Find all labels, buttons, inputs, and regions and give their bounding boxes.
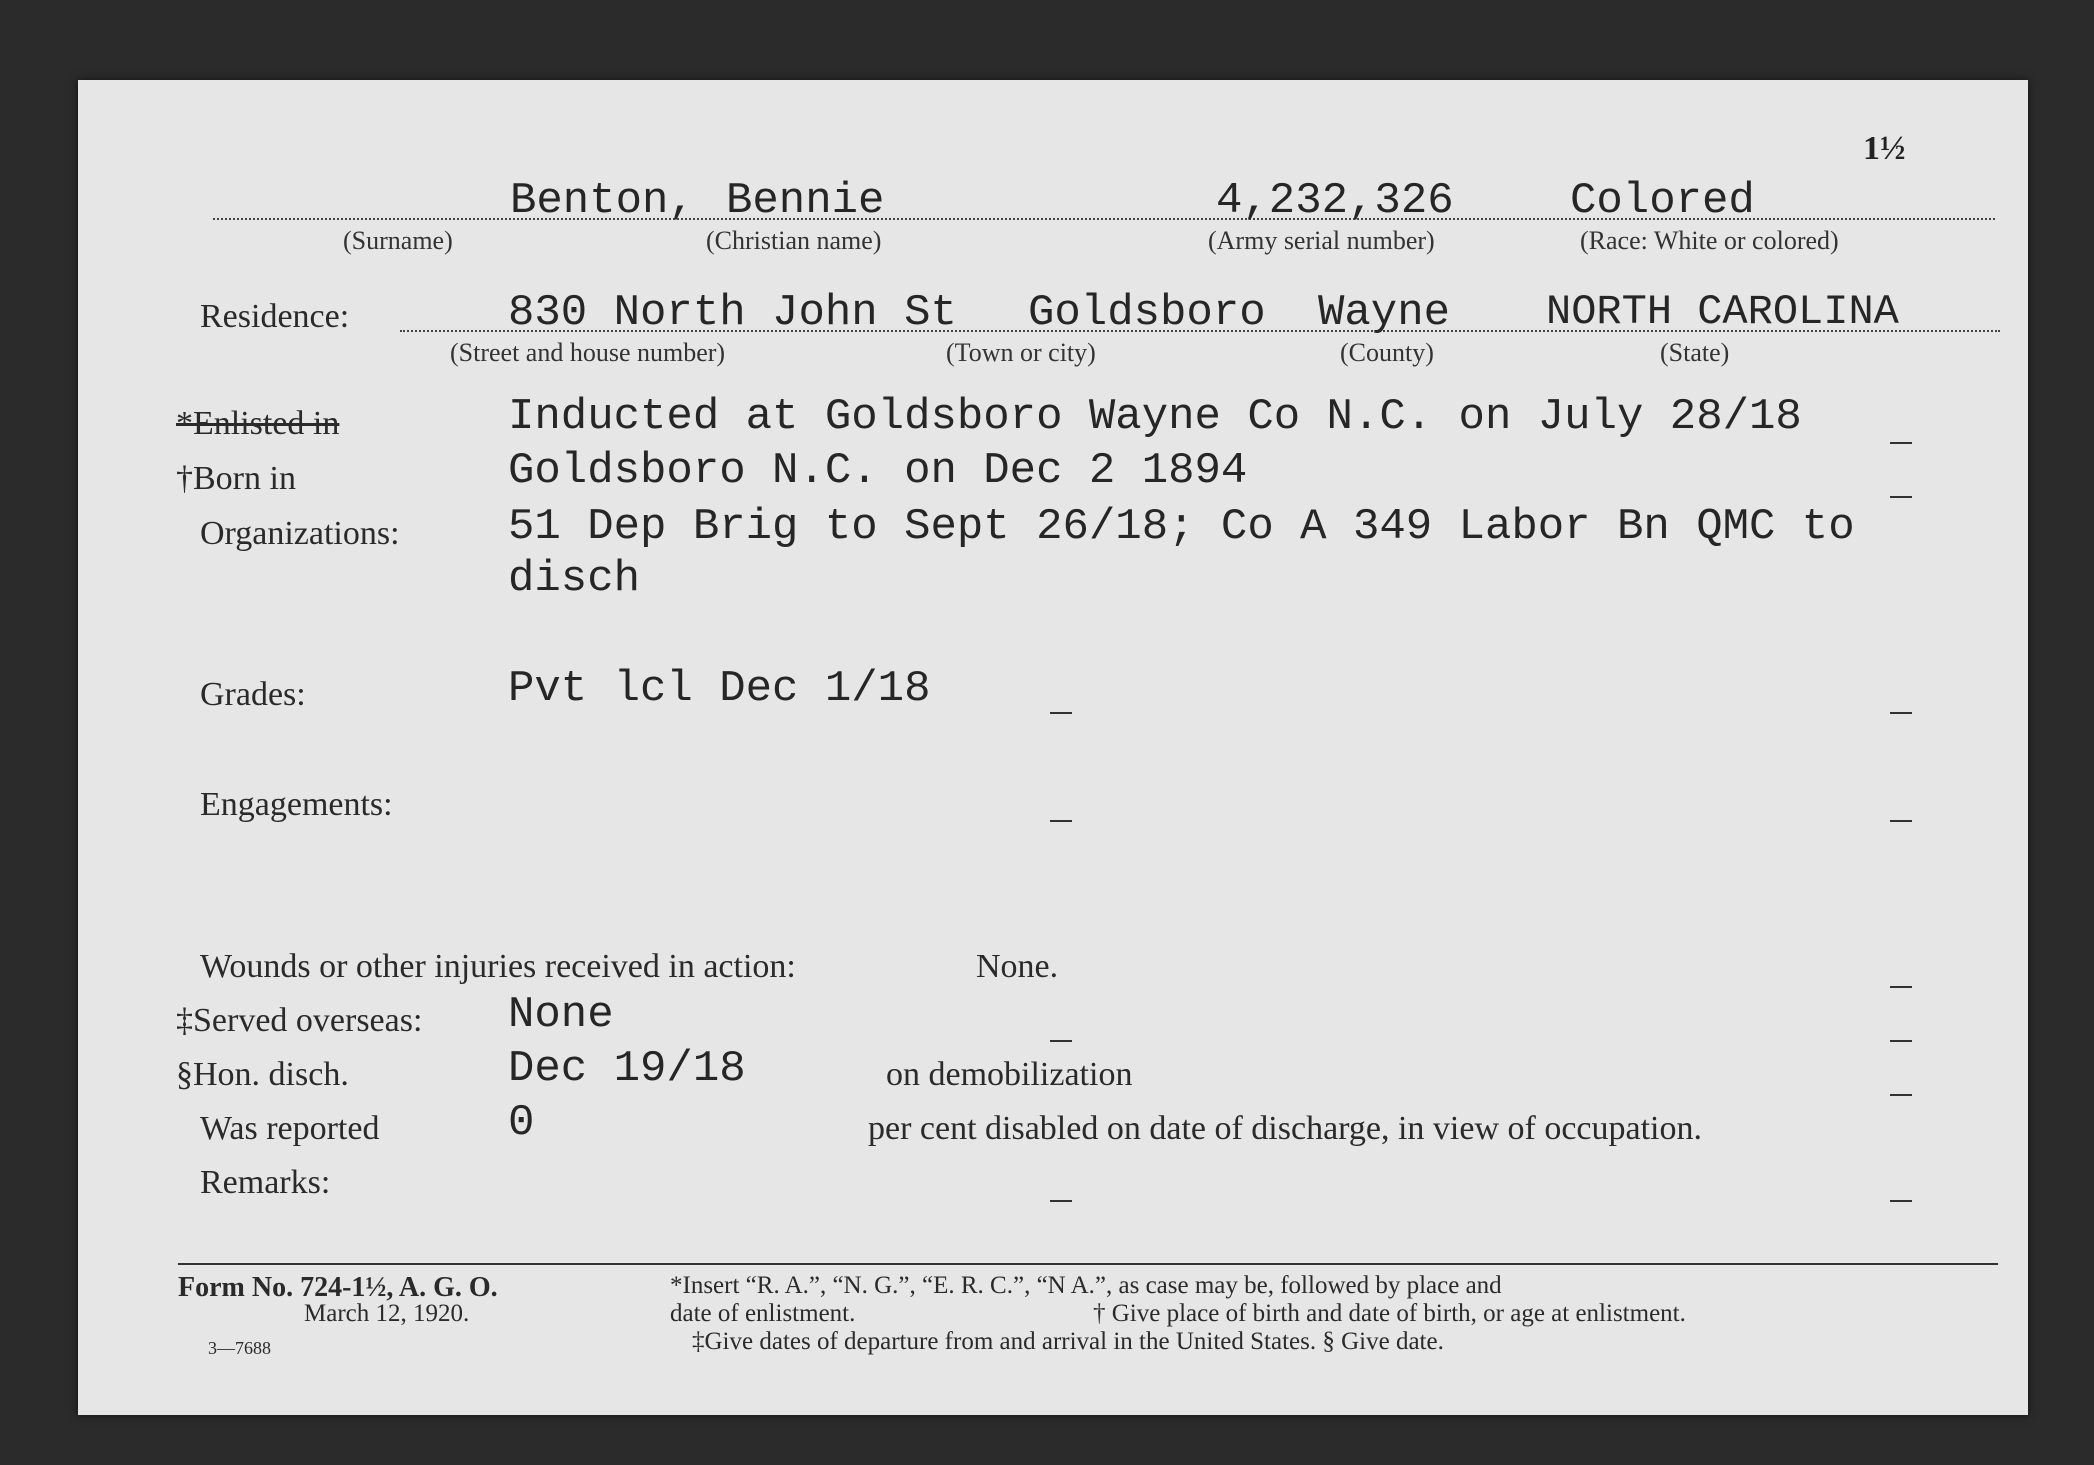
town-value: Goldsboro: [1028, 288, 1266, 338]
reported-suffix: per cent disabled on date of discharge, in view of occupation.: [868, 1110, 1702, 1147]
born-label: †Born in: [176, 460, 296, 497]
grades-label: Grades:: [200, 676, 306, 713]
remarks-end-dash: [1890, 1200, 1912, 1202]
hon-disch-label: §Hon. disch.: [176, 1056, 349, 1093]
overseas-mid-dash: [1050, 1040, 1072, 1042]
born-end-dash: [1890, 496, 1912, 498]
enlisted-value: Inducted at Goldsboro Wayne Co N.C. on July 28/18: [508, 392, 1802, 442]
overseas-label: ‡Served overseas:: [176, 1002, 423, 1039]
enlisted-label: *Enlisted in: [176, 405, 340, 442]
christian-name-caption: (Christian name): [706, 226, 882, 255]
grades-end-dash: [1890, 712, 1912, 714]
form-code: 3—7688: [208, 1338, 271, 1358]
organizations-value-line1: 51 Dep Brig to Sept 26/18; Co A 349 Labor Bn QMC to: [508, 502, 1855, 552]
overseas-value: None: [508, 990, 614, 1040]
state-value: NORTH CAROLINA: [1546, 288, 1899, 336]
form-date: March 12, 1920.: [304, 1300, 470, 1327]
grades-mid-dash: [1050, 712, 1072, 714]
remarks-label: Remarks:: [200, 1164, 331, 1201]
residence-label: Residence:: [200, 298, 350, 335]
organizations-value-line2: disch: [508, 554, 641, 604]
race-value: Colored: [1570, 176, 1755, 226]
wounds-end-dash: [1890, 986, 1912, 988]
hon-disch-value: Dec 19/18: [508, 1044, 746, 1094]
footnote-line3: ‡Give dates of departure from and arrival in the United States. § Give date.: [692, 1328, 1444, 1355]
engagements-label: Engagements:: [200, 786, 393, 823]
card-number: 1½: [1863, 130, 1906, 167]
town-caption: (Town or city): [946, 338, 1096, 367]
footnote-line2a: date of enlistment.: [670, 1300, 856, 1327]
engagements-mid-dash: [1050, 820, 1072, 822]
street-value: 830 North John St: [508, 288, 957, 338]
engagements-end-dash: [1890, 820, 1912, 822]
county-value: Wayne: [1318, 288, 1451, 338]
wounds-value: None.: [976, 948, 1059, 985]
state-caption: (State): [1660, 338, 1730, 367]
born-value: Goldsboro N.C. on Dec 2 1894: [508, 446, 1248, 496]
reported-value: 0: [508, 1098, 535, 1148]
surname-caption: (Surname): [343, 226, 453, 255]
serial-number-value: 4,232,326: [1216, 176, 1454, 226]
form-number: Form No. 724-1½, A. G. O.: [178, 1272, 498, 1303]
county-caption: (County): [1340, 338, 1434, 367]
christian-name-value: Bennie: [726, 176, 885, 226]
service-record-card: [78, 80, 2028, 1415]
enlisted-end-dash: [1890, 442, 1912, 444]
overseas-end-dash: [1890, 1040, 1912, 1042]
wounds-label: Wounds or other injuries received in action:: [200, 948, 796, 985]
street-caption: (Street and house number): [450, 338, 726, 367]
race-caption: (Race: White or colored): [1580, 226, 1839, 255]
footnote-line2b: † Give place of birth and date of birth, or age at enlistment.: [1093, 1300, 1686, 1327]
remarks-mid-dash: [1050, 1200, 1072, 1202]
grades-value: Pvt lcl Dec 1/18: [508, 664, 931, 714]
footnote-line1: *Insert “R. A.”, “N. G.”, “E. R. C.”, “N A.”, as case may be, followed by place and: [670, 1272, 1502, 1299]
reported-label: Was reported: [200, 1110, 380, 1147]
hon-disch-suffix: on demobilization: [886, 1056, 1133, 1093]
hon-disch-end-dash: [1890, 1094, 1912, 1096]
organizations-label: Organizations:: [200, 515, 400, 552]
footer-rule: [178, 1263, 1998, 1265]
serial-number-caption: (Army serial number): [1208, 226, 1435, 255]
surname-value: Benton,: [510, 176, 695, 226]
